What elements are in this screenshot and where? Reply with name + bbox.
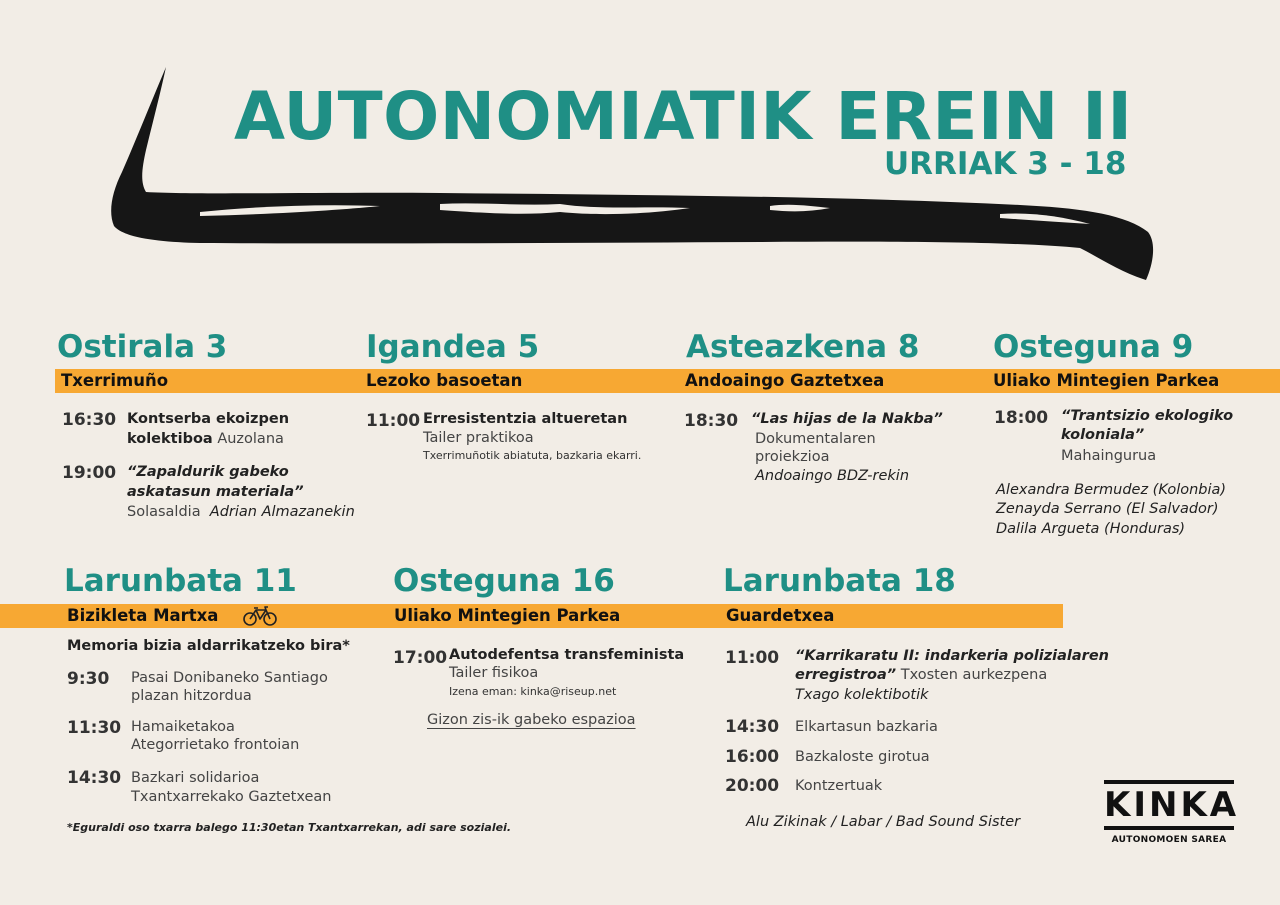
event-dates: URRIAK 3 - 18 [884, 146, 1127, 182]
event-time: 14:30 [67, 768, 122, 788]
day-heading-ostirala: Ostirala 3 [57, 329, 228, 365]
event-title: “Trantsizio ekologiko [1061, 408, 1234, 424]
event-partner: Andoaingo BDZ-rekin [755, 468, 910, 484]
event-title-bold: kolektiboa [127, 431, 213, 447]
logo-subtitle: AUTONOMOEN SAREA [1111, 835, 1227, 845]
logo-word: KINKA [1104, 785, 1240, 825]
event-time: 18:30 [684, 411, 739, 431]
event-time: 11:00 [725, 648, 780, 668]
venue-uliako-parkea: Uliako Mintegien Parkea [394, 606, 621, 625]
event-title: AUTONOMIATIK EREIN II [234, 78, 1133, 155]
event-kind: Tailer praktikoa [423, 430, 534, 446]
day-heading-larunbata-11: Larunbata 11 [64, 563, 297, 599]
event-text-line2: Txantxarrekako Gaztetxean [131, 789, 332, 805]
event-text: Bazkaloste girotua [795, 749, 930, 765]
event-title-line2 [127, 430, 284, 449]
day-heading-igandea: Igandea 5 [366, 329, 540, 365]
event-text: Kontzertuak [795, 778, 883, 794]
event-title-line2: koloniala” [1061, 427, 1145, 443]
event-time: 19:00 [62, 463, 117, 483]
space-notice: Gizon zis-ik gabeko espazioa [427, 712, 636, 728]
venue-lezoko-basoetan: Lezoko basoetan [366, 371, 523, 390]
event-time: 9:30 [67, 669, 110, 689]
event-note: Izena eman: kinka@riseup.net [449, 685, 617, 698]
event-title: “Zapaldurik gabeko [127, 464, 289, 480]
event-time: 20:00 [725, 776, 780, 796]
event-text: Hamaiketakoa [131, 719, 235, 735]
venue-guardetxea: Guardetxea [726, 606, 835, 625]
event-title: “Las hijas de la Nakba” [751, 411, 943, 427]
event-time: 11:30 [67, 718, 122, 738]
event-text-line2: plazan hitzordua [131, 688, 252, 704]
event-time: 11:00 [366, 411, 421, 431]
event-guest: Adrian Almazanekin [209, 504, 355, 520]
day-heading-asteazkena: Asteazkena 8 [686, 329, 920, 365]
event-text: Pasai Donibaneko Santiago [131, 670, 328, 686]
event-kind: Solasaldia [127, 504, 201, 520]
event-title: Erresistentzia altueretan [423, 411, 628, 427]
kinka-logo [1104, 780, 1240, 845]
day-heading-osteguna-9: Osteguna 9 [993, 329, 1194, 365]
event-title: Kontserba ekoizpen [127, 411, 290, 427]
day-heading-osteguna-16: Osteguna 16 [393, 563, 615, 599]
venue-andoaingo-gaztetxea: Andoaingo Gaztetxea [685, 371, 885, 390]
venue-uliako-parkea: Uliako Mintegien Parkea [993, 371, 1220, 390]
speaker: Zenayda Serrano (El Salvador) [996, 501, 1219, 517]
event-title-line2 [795, 666, 1047, 685]
event-time: 16:00 [725, 747, 780, 767]
event-time: 18:00 [994, 408, 1049, 428]
venue-bizikleta-martxa: Bizikleta Martxa [67, 606, 219, 625]
speaker: Alexandra Bermudez (Kolonbia) [996, 482, 1227, 498]
band-lineup: Alu Zikinak / Labar / Bad Sound Sister [746, 814, 1021, 830]
event-title: “Karrikaratu II: indarkeria polizialaren [795, 648, 1109, 664]
event-kind: Tailer fisikoa [449, 665, 539, 681]
event-text-line2: Ategorrietako frontoian [131, 737, 300, 753]
event-text: Elkartasun bazkaria [795, 719, 938, 735]
event-kind: Mahaingurua [1061, 448, 1157, 464]
speaker: Dalila Argueta (Honduras) [996, 521, 1186, 537]
event-text: Bazkari solidarioa [131, 770, 260, 786]
event-host: Auzolana [217, 431, 284, 447]
venue-txerrimuno: Txerrimuño [61, 371, 169, 390]
event-time: 16:30 [62, 410, 117, 430]
event-kind: Dokumentalaren [755, 431, 876, 447]
event-title-line2: askatasun materiala” [127, 484, 304, 500]
event-time: 17:00 [393, 648, 448, 668]
event-title-bold: erregistroa” [795, 667, 897, 683]
event-time: 14:30 [725, 717, 780, 737]
event-note: Txerrimuñotik abiatuta, bazkaria ekarri. [423, 449, 642, 462]
event-kind: Txosten aurkezpena [900, 667, 1048, 683]
day-heading-larunbata-18: Larunbata 18 [723, 563, 956, 599]
ride-intro: Memoria bizia aldarrikatzeko bira* [67, 638, 350, 654]
event-presenter: Txago kolektibotik [795, 687, 929, 703]
event-kind-line2: proiekzioa [755, 449, 830, 465]
event-title: Autodefentsa transfeminista [449, 647, 685, 663]
event-kind-line [127, 503, 355, 522]
weather-footnote: *Eguraldi oso txarra balego 11:30etan Txantxarrekan, adi sare sozialei. [67, 821, 512, 834]
logo-rule-bottom [1104, 826, 1234, 830]
bicycle-icon [242, 605, 278, 627]
